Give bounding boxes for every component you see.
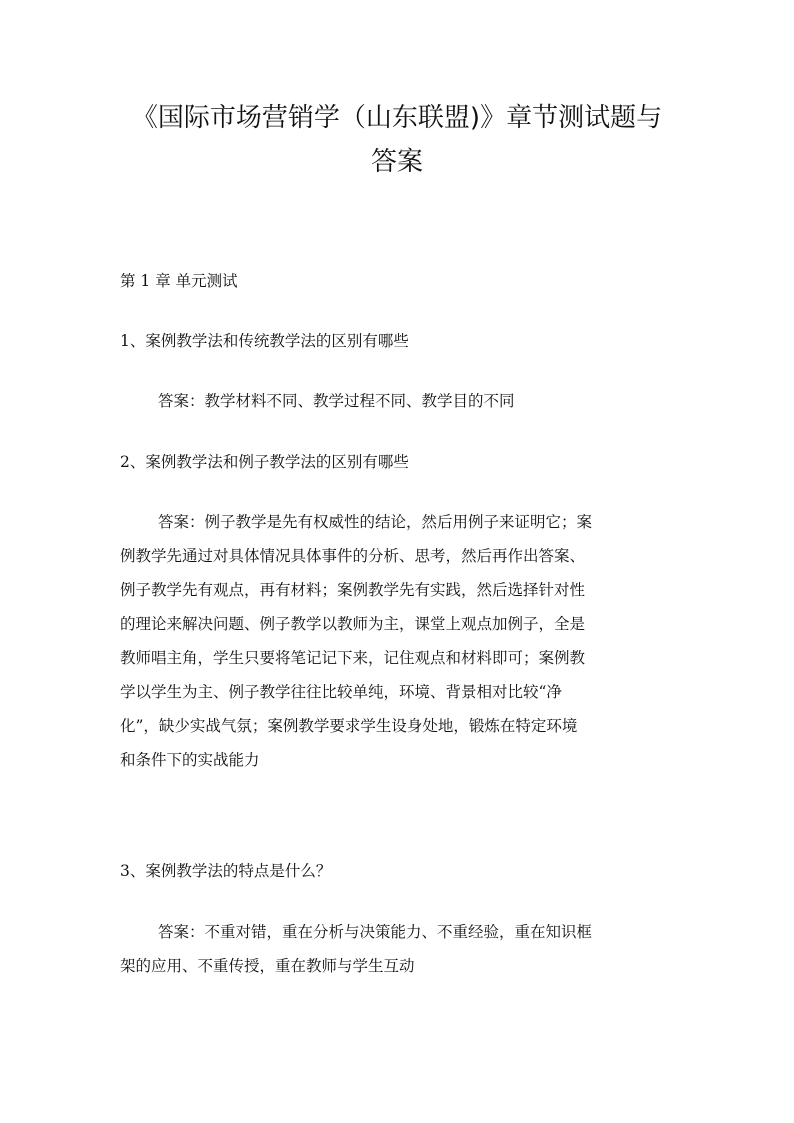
answer-line: 教师唱主角，学生只要将笔记记下来，记住观点和材料即可；案例教	[120, 649, 586, 667]
answer-1: 答案：教学材料不同、教学过程不同、教学目的不同	[158, 392, 515, 410]
chapter-heading: 第 1 章 单元测试	[120, 272, 238, 290]
answer-line: 学以学生为主、例子教学往往比较单纯，环境、背景相对比较“净	[120, 683, 562, 701]
title-line: 答案	[370, 147, 423, 177]
question-2: 2、案例教学法和例子教学法的区别有哪些	[120, 453, 409, 471]
answer-line: 例教学先通过对具体情况具体事件的分析、思考，然后再作出答案、	[120, 547, 586, 565]
answer-line: 架的应用、不重传授，重在教师与学生互动	[120, 957, 415, 975]
answer-line: 答案：不重对错，重在分析与决策能力、不重经验，重在知识框	[158, 923, 593, 941]
title-line: 《国际市场营销学（山东联盟)》章节测试题与	[131, 103, 663, 133]
answer-2	[120, 505, 680, 777]
answer-line: 的理论来解决问题、例子教学以教师为主，课堂上观点加例子，全是	[120, 615, 586, 633]
question-1: 1、案例教学法和传统教学法的区别有哪些	[120, 332, 409, 350]
answer-line: 例子教学先有观点，再有材料；案例教学先有实践，然后选择针对性	[120, 581, 586, 599]
question-3: 3、案例教学法的特点是什么？	[120, 862, 332, 880]
answer-line: 化”，缺少实战气氛；案例教学要求学生设身处地，锻炼在特定环境	[120, 717, 578, 735]
document-title	[100, 96, 694, 184]
answer-line: 和条件下的实战能力	[120, 751, 260, 769]
answer-line: 答案：例子教学是先有权威性的结论，然后用例子来证明它；案	[158, 513, 593, 531]
answer-3	[120, 915, 680, 983]
